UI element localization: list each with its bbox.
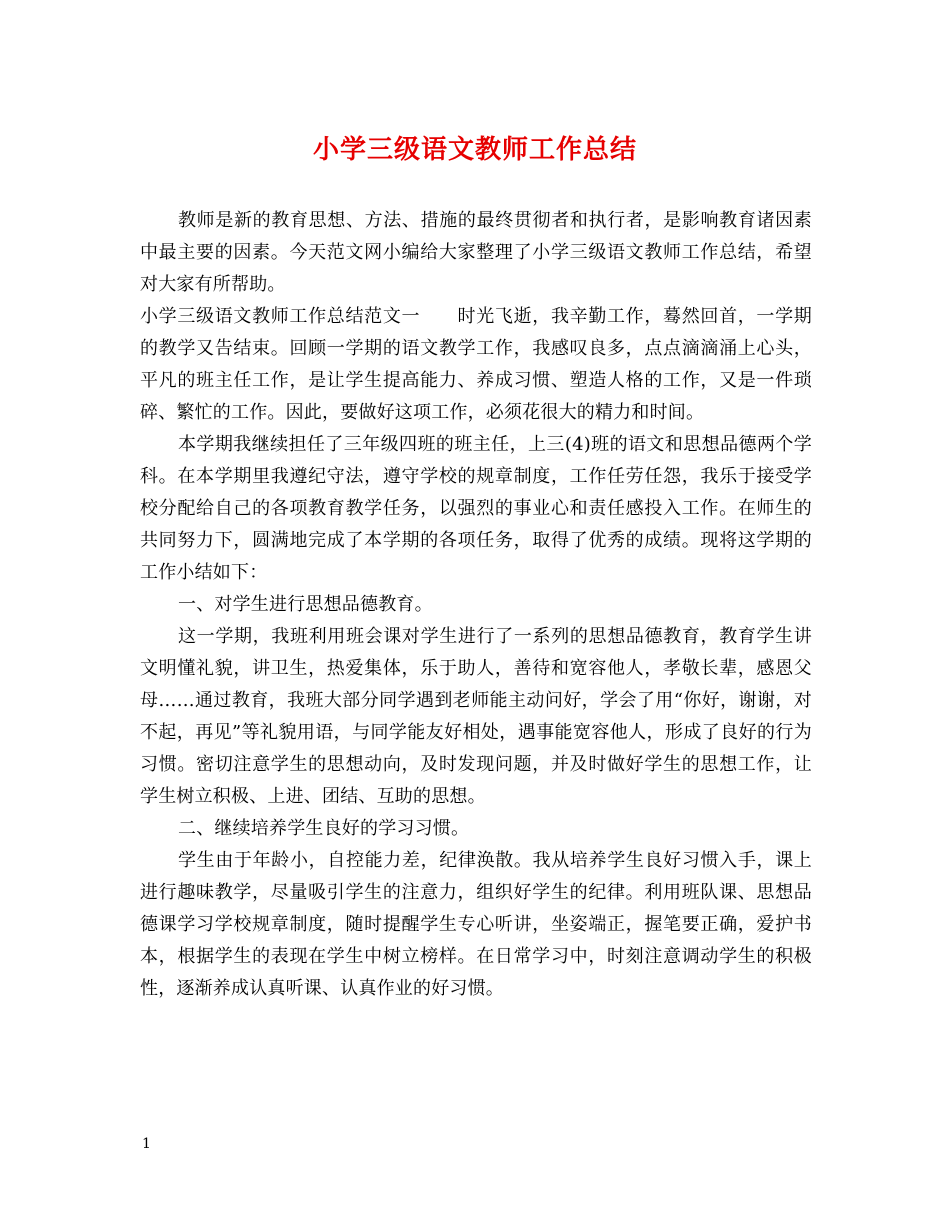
study-habits-paragraph: 学生由于年龄小，自控能力差，纪律涣散。我从培养学生良好习惯入手，课上进行趣味教学，尽量吸引学生的注意力，组织好学生的纪律。利用班队课、思想品德课学习学校规章制度，随时提醒学生专心听讲，坐姿端正，握笔要正确，爱护书本，根据学生的表现在学生中树立榜样。在日常学习中，时刻注意调动学生的积极性，逐渐养成认真听课、认真作业的好习惯。 [140, 850, 812, 999]
moral-education-paragraph: 这一学期，我班利用班会课对学生进行了一系列的思想品德教育，教育学生讲文明懂礼貌，讲卫生，热爱集体，乐于助人，善待和宽容他人，孝敬长辈，感恩父母……通过教育，我班大部分同学遇到老师能主动问好，学会了用“你好，谢谢，对不起，再见”等礼貌用语，与同学能友好相处，遇事能宽容他人，形成了良好的行为习惯。密切注意学生的思想动向，及时发现问题，并及时做好学生的思想工作，让学生树立积极、上进、团结、互助的思想。 [140, 626, 812, 807]
sample-one-paragraph: 小学三级语文教师工作总结范文一 时光飞逝，我辛勤工作，蓦然回首，一学期的教学又告结束。回顾一学期的语文教学工作，我感叹良多，点点滴滴涌上心头，平凡的班主任工作，是让学生提高能力、养成习惯、塑造人格的工作，又是一件琐碎、繁忙的工作。因此，要做好这项工作，必须花很大的精力和时间。 [140, 306, 812, 423]
document-body [140, 205, 812, 1005]
document-title: 小学三级语文教师工作总结 [312, 135, 637, 165]
section-one-heading: 一、对学生进行思想品德教育。 [178, 594, 433, 615]
intro-paragraph: 教师是新的教育思想、方法、措施的最终贯彻者和执行者，是影响教育诸因素中最主要的因素。今天范文网小编给大家整理了小学三级语文教师工作总结，希望对大家有所帮助。 [140, 210, 812, 295]
page-number: 1 [142, 1136, 151, 1152]
section-two-heading: 二、继续培养学生良好的学习习惯。 [178, 818, 470, 839]
semester-paragraph: 本学期我继续担任了三年级四班的班主任，上三(4)班的语文和思想品德两个学科。在本学期里我遵纪守法，遵守学校的规章制度，工作任劳任怨，我乐于接受学校分配给自己的各项教育教学任务，以强烈的事业心和责任感投入工作。在师生的共同努力下，圆满地完成了本学期的各项任务，取得了优秀的成绩。现将这学期的工作小结如下： [140, 434, 812, 583]
